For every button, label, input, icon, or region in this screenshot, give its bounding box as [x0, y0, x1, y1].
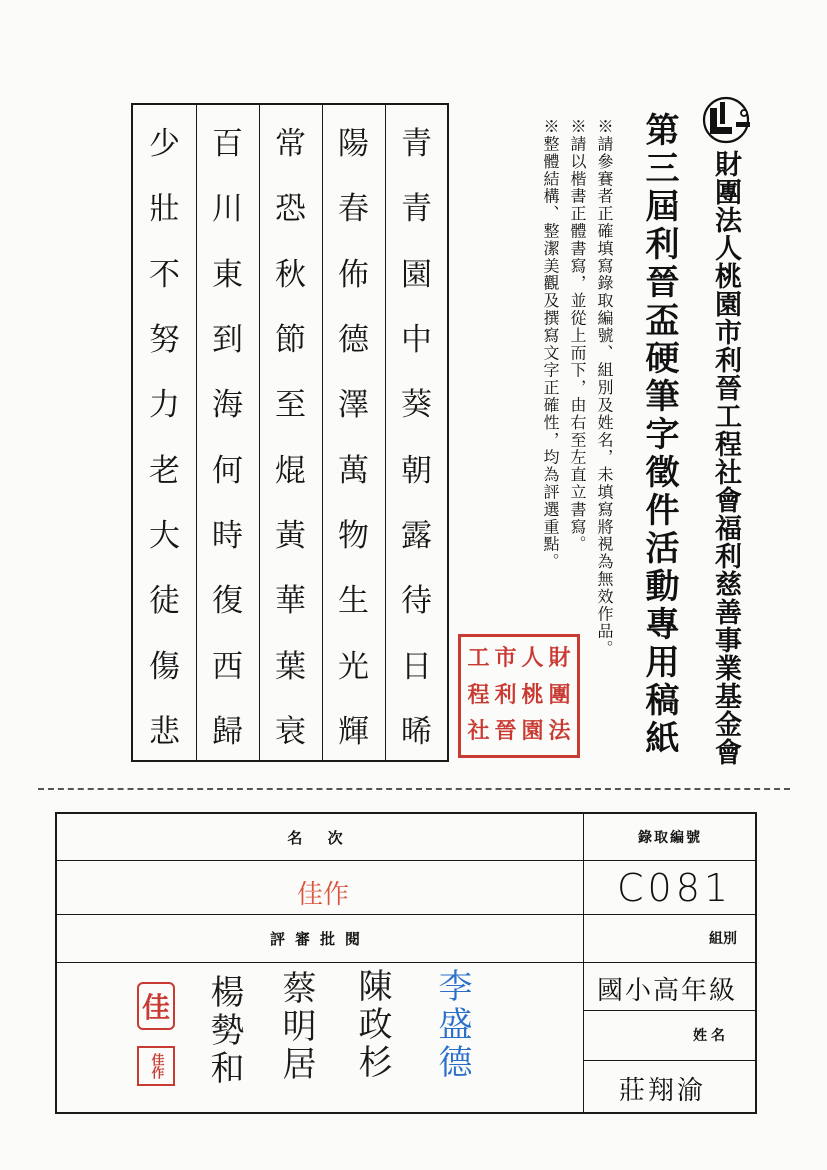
seal-char: 財	[548, 646, 571, 671]
poem-char: 悲	[149, 713, 180, 750]
award-seal-top: 佳	[137, 982, 175, 1030]
poem-char: 露	[401, 517, 432, 554]
seal-char: 團	[548, 682, 571, 708]
poem-char: 佈	[338, 256, 369, 293]
poem-char: 萬	[338, 452, 369, 489]
judge-signature-4: 李盛德	[432, 968, 472, 1082]
poem-char: 華	[275, 583, 306, 620]
entry-number-value: C081	[617, 866, 733, 910]
page-title: 第三屆利晉盃硬筆字徵件活動專用稿紙	[639, 112, 679, 758]
evaluation-table	[55, 812, 757, 1114]
instruction-note-2: ※請以楷書正體書寫，並從上而下，由右至左直立書寫。	[568, 118, 587, 553]
poem-char: 黃	[275, 517, 306, 554]
poem-column-5	[133, 105, 196, 760]
poem-char: 晞	[401, 713, 432, 750]
seal-char: 利	[494, 682, 517, 708]
poem-char: 努	[149, 321, 180, 358]
poem-char: 西	[212, 648, 243, 685]
poem-char: 待	[401, 583, 432, 620]
seal-char: 法	[548, 719, 571, 745]
poem-char: 恐	[275, 191, 306, 228]
poem-char: 德	[338, 321, 369, 358]
instruction-note-1: ※請參賽者正確填寫錄取編號、組別及姓名，未填寫將視為無效作品。	[595, 118, 614, 658]
poem-char: 生	[338, 583, 369, 620]
poem-char: 朝	[401, 452, 432, 489]
poem-char: 光	[338, 648, 369, 685]
poem-char: 秋	[275, 256, 306, 293]
poem-char: 東	[212, 256, 243, 293]
seal-char: 工	[467, 646, 490, 671]
poem-char: 少	[149, 126, 180, 162]
poem-char: 澤	[338, 387, 369, 424]
poem-char: 力	[149, 387, 180, 424]
poem-char: 到	[212, 321, 243, 358]
poem-char: 焜	[275, 452, 306, 489]
poem-column-2	[322, 105, 385, 760]
poem-char: 常	[275, 126, 306, 162]
poem-char: 日	[401, 648, 432, 685]
poem-char: 陽	[338, 126, 369, 162]
poem-char: 園	[401, 256, 432, 293]
name-value: 莊翔渝	[619, 1076, 707, 1106]
seal-char: 桃	[521, 682, 544, 708]
poem-char: 復	[212, 583, 243, 620]
rank-value: 佳作	[297, 880, 350, 910]
poem-char: 輝	[338, 713, 369, 750]
poem-char: 至	[275, 387, 306, 424]
poem-char: 百	[212, 126, 243, 162]
poem-char: 歸	[212, 713, 243, 750]
poem-column-4	[196, 105, 259, 760]
name-label: 姓名	[693, 1028, 729, 1044]
cut-line	[38, 788, 790, 790]
poem-char: 青	[401, 191, 432, 228]
group-value: 國小高年級	[597, 976, 738, 1006]
rank-label: 名 次	[287, 828, 353, 847]
poem-char: 老	[149, 452, 180, 489]
poem-column-1	[385, 105, 448, 760]
poem-char: 川	[212, 191, 243, 228]
poem-char: 節	[275, 321, 306, 358]
judge-signature-2: 蔡明居	[276, 970, 316, 1084]
poem-char: 青	[401, 126, 432, 162]
seal-char: 程	[467, 682, 490, 708]
poem-char: 時	[212, 517, 243, 554]
poem-char: 物	[338, 517, 369, 554]
poem-char: 徒	[149, 583, 180, 620]
award-seal-bottom: 佳作	[137, 1046, 175, 1086]
writing-grid	[131, 103, 449, 762]
poem-column-3	[259, 105, 322, 760]
group-label: 組別	[709, 931, 737, 947]
poem-char: 大	[149, 517, 180, 554]
organization-seal	[458, 634, 580, 758]
poem-char: 葉	[275, 648, 306, 685]
instruction-note-3: ※整體結構、整潔美觀及撰寫文字正確性，均為評選重點。	[541, 118, 560, 571]
poem-char: 何	[212, 452, 243, 489]
seal-char: 社	[467, 719, 490, 745]
seal-char: 晉	[494, 719, 517, 745]
organization-name: 財團法人桃園市利晉工程社會福利慈善事業基金會	[710, 150, 741, 766]
seal-char: 人	[521, 646, 544, 671]
seal-char: 市	[494, 646, 517, 671]
poem-char: 葵	[401, 387, 432, 424]
poem-char: 壯	[149, 191, 180, 228]
poem-char: 不	[149, 256, 180, 293]
poem-char: 海	[212, 387, 243, 424]
poem-char: 中	[401, 321, 432, 358]
poem-char: 春	[338, 191, 369, 228]
review-label: 評審批閱	[269, 929, 370, 948]
judge-signature-3: 陳政杉	[352, 968, 392, 1082]
seal-char: 園	[521, 719, 544, 745]
poem-char: 衰	[275, 713, 306, 750]
entry-number-label: 錄取編號	[638, 830, 702, 846]
judge-signature-1: 楊勢和	[204, 974, 244, 1088]
poem-char: 傷	[149, 648, 180, 685]
foundation-logo-icon	[700, 96, 754, 146]
